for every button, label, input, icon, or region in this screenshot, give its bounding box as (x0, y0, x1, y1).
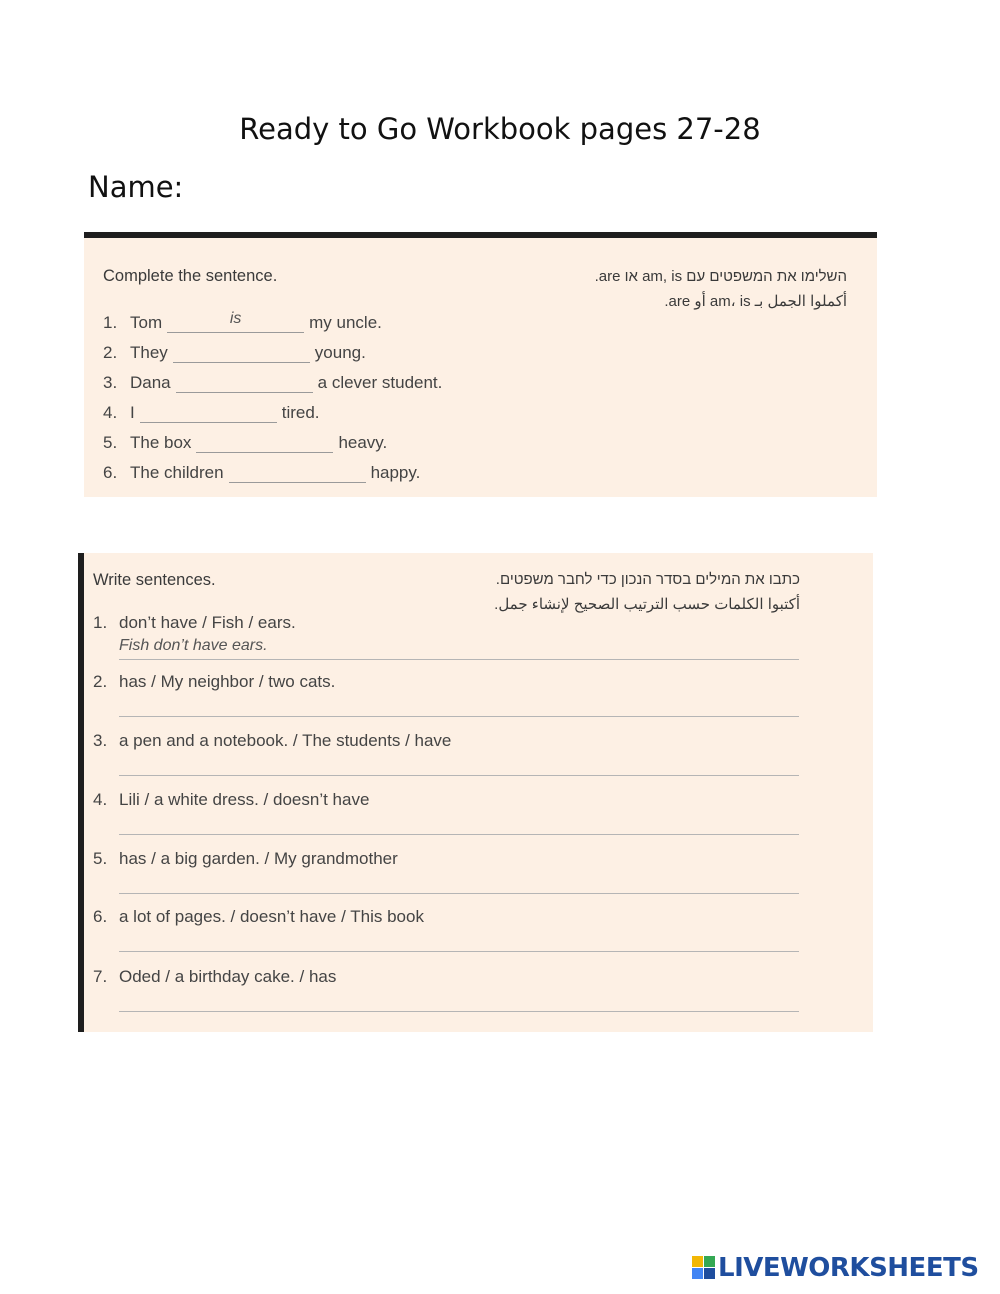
sentence-start: Tom (130, 313, 163, 332)
sentence-start: Dana (130, 373, 171, 392)
sentence-item (103, 402, 320, 423)
answer-input[interactable] (140, 402, 277, 423)
item-number: 1. (93, 613, 108, 632)
sentence-end: a clever student. (317, 373, 443, 392)
item-number: 2. (103, 343, 118, 362)
sentence-start: The box (130, 433, 192, 452)
example-answer-blank (167, 312, 304, 333)
item-number: 7. (93, 967, 108, 986)
answer-input[interactable] (119, 753, 799, 776)
word-prompt: has / My neighbor / two cats. (119, 672, 336, 691)
word-prompt: has / a big garden. / My grandmother (119, 849, 398, 868)
word-prompt: a pen and a notebook. / The students / have (119, 731, 452, 750)
sentence-prompt (93, 731, 451, 751)
answer-input[interactable] (173, 342, 310, 363)
instruction-arabic: أكملوا الجمل بـ am، is أو are. (664, 293, 847, 310)
sentence-end: heavy. (338, 433, 388, 452)
instruction-hebrew: כתבו את המילים בסדר הנכון כדי לחבר משפטים. (495, 571, 800, 588)
name-label: Name: (88, 170, 184, 204)
answer-input[interactable] (119, 812, 799, 835)
sentence-prompt (93, 672, 335, 692)
answer-input[interactable] (119, 989, 799, 1012)
example-answer: Fish don’t have ears. (119, 637, 799, 660)
sentence-item (103, 462, 420, 483)
item-number: 1. (103, 313, 118, 332)
sentence-prompt (93, 790, 369, 810)
item-number: 2. (93, 672, 108, 691)
example-answer: is (229, 310, 242, 327)
item-number: 3. (93, 731, 108, 750)
word-prompt: a lot of pages. / doesn’t have / This book (119, 907, 424, 926)
item-number: 6. (103, 463, 118, 482)
logo-mark-icon (692, 1256, 716, 1280)
page-title: Ready to Go Workbook pages 27-28 (239, 112, 761, 146)
item-number: 5. (93, 849, 108, 868)
exercise-heading: Complete the sentence. (103, 267, 278, 285)
sentence-item (103, 372, 442, 393)
sentence-prompt (93, 613, 296, 633)
item-number: 4. (103, 403, 118, 422)
instruction-arabic: أكتبوا الكلمات حسب الترتيب الصحيح لإنشاء جمل. (494, 596, 800, 613)
sentence-end: happy. (370, 463, 421, 482)
answer-input[interactable] (119, 929, 799, 952)
item-number: 3. (103, 373, 118, 392)
sentence-prompt (93, 849, 398, 869)
sentence-start: The children (130, 463, 224, 482)
sentence-end: my uncle. (309, 313, 382, 332)
sentence-item (103, 342, 366, 363)
item-number: 4. (93, 790, 108, 809)
answer-input[interactable] (176, 372, 313, 393)
answer-input[interactable] (119, 871, 799, 894)
exercise-complete-sentence (84, 232, 877, 497)
sentence-end: young. (314, 343, 366, 362)
instruction-hebrew: השלימו את המשפטים עם am, is או are. (594, 268, 847, 285)
word-prompt: don’t have / Fish / ears. (119, 613, 296, 632)
answer-input[interactable] (229, 462, 366, 483)
item-number: 6. (93, 907, 108, 926)
sentence-start: They (130, 343, 168, 362)
sentence-end: tired. (281, 403, 320, 422)
word-prompt: Oded / a birthday cake. / has (119, 967, 337, 986)
exercise-heading: Write sentences. (93, 571, 216, 589)
answer-input[interactable] (196, 432, 333, 453)
answer-input[interactable] (119, 694, 799, 717)
logo-text: LIVEWORKSHEETS (718, 1253, 979, 1283)
word-prompt: Lili / a white dress. / doesn’t have (119, 790, 370, 809)
sentence-start: I (130, 403, 135, 422)
sentence-prompt (93, 967, 336, 987)
sentence-item (103, 432, 387, 453)
exercise-write-sentences (78, 553, 873, 1032)
sentence-item (103, 312, 382, 333)
item-number: 5. (103, 433, 118, 452)
liveworksheets-logo (692, 1253, 979, 1283)
sentence-prompt (93, 907, 424, 927)
